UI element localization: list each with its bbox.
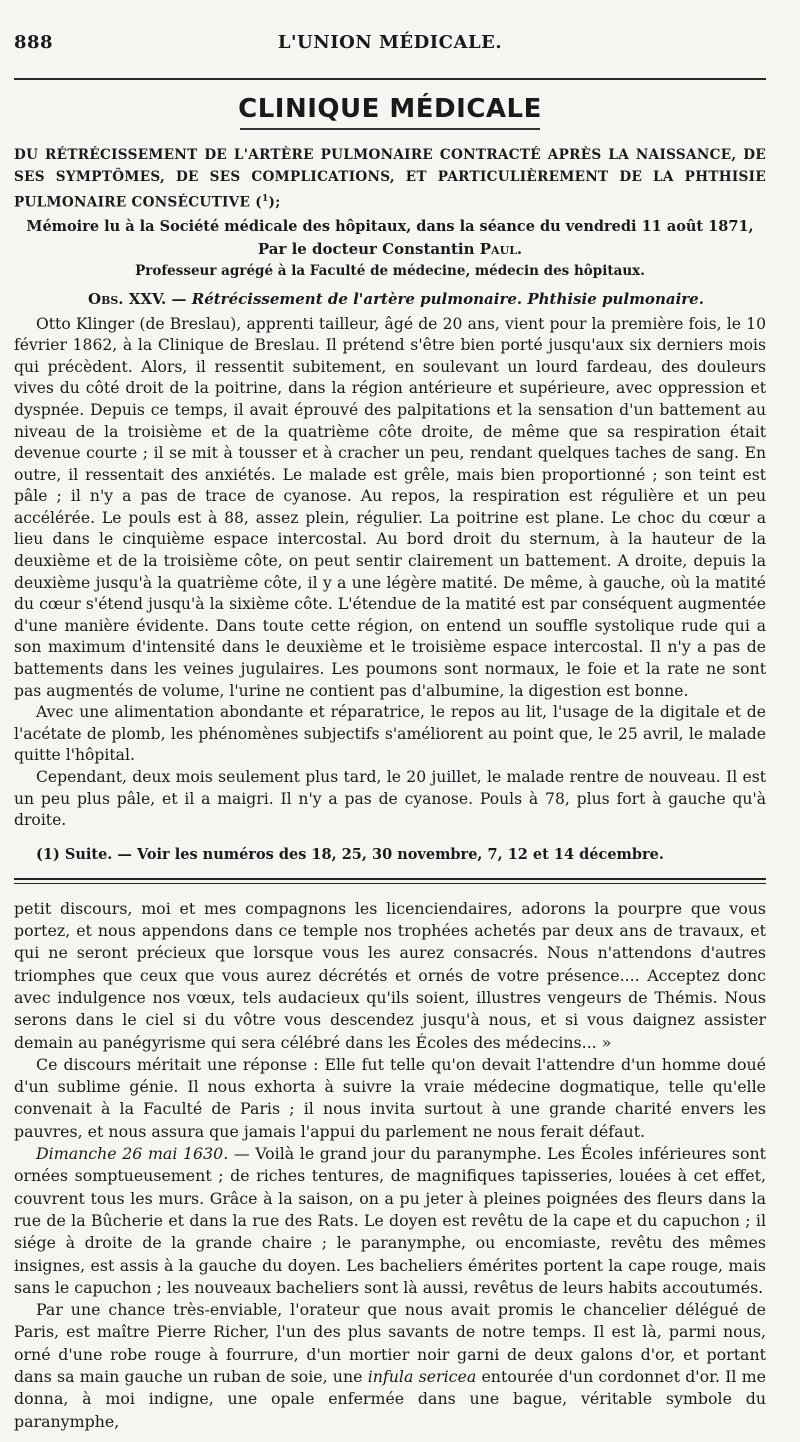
feuilleton-paragraph: Ce discours méritait une réponse : Elle fut telle qu'on devait l'attendre d'un homme doué d'un sublime génie. Il nous exhorta à suivre la vraie médecine dogmatique, telle qu'elle convenait à la Faculté de Paris ; il nous invita surtout à une grande charité envers les pauvres, et nous assura que jamais l'appui du parlement ne nous ferait défaut. <box>14 1054 766 1141</box>
feuilleton-paragraph <box>14 1143 766 1299</box>
running-header <box>14 32 766 58</box>
footnote-ref: 1 <box>261 194 269 204</box>
observation-dash: — <box>166 289 192 308</box>
observation-heading <box>14 288 766 310</box>
feuilleton-text: Par une chance très-enviable, l'orateur que nous avait promis le chancelier délégué de Paris, est maître Pierre Richer, l'un des plus savants de notre temps. Il est là, parmi nous, orné d'une robe rouge à fourrure, d'un mortier noir garni de deux galons d'or, et portant dans sa main gauche un ruban de soie, une <box>14 1300 766 1387</box>
memo-line: Mémoire lu à la Société médicale des hôpitaux, dans la séance du vendredi 11 août 1871, <box>26 217 754 235</box>
page-number: 888 <box>14 32 54 53</box>
author-prefix: Par le docteur Constantin <box>257 239 475 258</box>
footnote-label: (1) Suite. <box>36 845 113 863</box>
observation-subject: Rétrécissement de l'artère pulmonaire. Phthisie pulmonaire. <box>191 289 704 308</box>
article-title-end: ; <box>275 194 281 211</box>
observation-label: Obs. XXV. <box>88 289 167 308</box>
section-rule <box>240 128 540 130</box>
affiliation-line: Professeur agrégé à la Faculté de médecine, médecin des hôpitaux. <box>135 262 645 279</box>
author-line <box>14 238 766 260</box>
latin-phrase: infula sericea <box>367 1367 477 1387</box>
author-surname: Paul. <box>479 239 523 258</box>
feuilleton-text: — Voilà le grand jour du paranymphe. Les Écoles inférieures sont ornées somptueusement ; de riches tentures, de magnifiques tapisseries, louées à cet effet, couvrent tous les murs. Grâce à la saison, on a pu jeter à pleines poignées des fleurs dans la rue de la Bûcherie et dans la rue des Rats. Le doyen est revêtu de la cape et du capuchon ; il siége à droite de la grande chaire ; le paranymphe, ou encomiaste, revêtu des mêmes insignes, est assis à la gauche du doyen. Les bacheliers émérites portent la cape rouge, mais sans le capuchon ; les nouveaux bacheliers sont là aussi, revêtus de leurs habits accoutumés. <box>14 1144 766 1297</box>
footnote <box>14 844 766 866</box>
feuilleton-paragraph: petit discours, moi et mes compagnons les licenciendaires, adorons la pourpre que vous portez, et nous appendons dans ce temple nos trophées achetés par deux ans de travaux, et qui ne seront précieux que lorsque vous les aurez consacrés. Nous n'attendons d'autres triomphes que ceux que vous aurez décrétés et ornés de votre présence.... Acceptez donc avec indulgence nos vœux, tels audacieux qu'ils soient, illustres vengeurs de Thémis. Nous serons dans le ciel si du vôtre vous descendez jusqu'à nous, et si vous daignez assister demain au panégyrisme qui sera célébré dans les Écoles des médecins... » <box>14 898 766 1052</box>
feuilleton-text: entourée d'un cordonnet d'or. Il me donna, à moi indigne, une opale enfermée dans une bague, véritable symbole du paranymphe, <box>14 1367 766 1431</box>
section-title: CLINIQUE MÉDICALE <box>238 94 542 124</box>
header-rule <box>14 78 766 80</box>
journal-title: L'UNION MÉDICALE. <box>277 32 503 53</box>
article-paragraph: Avec une alimentation abondante et réparatrice, le repos au lit, l'usage de la digitale et de l'acétate de plomb, les phénomènes subjectifs s'améliorent au point que, le 25 avril, le malade quitte l'hôpital. <box>14 703 766 765</box>
article-paragraph: Otto Klinger (de Breslau), apprenti tailleur, âgé de 20 ans, vient pour la première fois, le 10 février 1862, à la Clinique de Breslau. Il prétend s'être bien porté jusqu'aux six derniers mois qui précèdent. Alors, il ressentit subitement, en soulevant un lourd fardeau, des douleurs vives du côté droit de la poitrine, dans la région antérieure et supérieure, avec oppression et dyspnée. Depuis ce temps, il avait éprouvé des palpitations et la sensation d'un battement au niveau de la troisième et de la quatrième côte droite, de même que sa respiration était devenue courte ; il se mit à tousser et à cracher un peu, rendant quelques taches de sang. En outre, il ressentait des anxiétés. Le malade est grêle, mais bien proportionné ; son teint est pâle ; il n'y a pas de trace de cyanose. Au repos, la respiration est régulière et un peu accélérée. Le pouls est à 88, assez plein, régulier. La poitrine est plane. Le choc du cœur a lieu dans le cinquième espace intercostal. Au bord droit du sternum, à la hauteur de la deuxième et de la troisième côte, on peut sentir clairement un battement. A droite, depuis la deuxième jusqu'à la quatrième côte, il y a une légère matité. De même, à gauche, où la matité du cœur s'étend jusqu'à la sixième côte. L'étendue de la matité est par conséquent augmentée d'une manière évidente. Dans toute cette région, on entend un souffle systolique rude qui a son maximum d'intensité dans le deuxième et le troisième espace intercostal. Il n'y a pas de battements dans les veines jugulaires. Les poumons sont normaux, le foie et la rate ne sont pas augmentés de volume, l'urine ne contient pas d'albumine, la digestion est bonne. <box>14 314 766 700</box>
article-title-text: DU RÉTRÉCISSEMENT DE L'ARTÈRE PULMONAIRE CONTRACTÉ APRÈS LA NAISSANCE, DE SES SYMPTÔMES, DE SES COMPLICATIONS, ET PARTICULIÈREMENT DE LA PHTHISIE PULMONAIRE CONSÉCUTIVE <box>14 147 766 211</box>
article-paragraph: Cependant, deux mois seulement plus tard, le 20 juillet, le malade rentre de nouveau. Il est un peu plus pâle, et il a maigri. Il n'y a pas de cyanose. Pouls à 78, plus fort à gauche qu'à droite. <box>14 768 766 830</box>
feuilleton-separator <box>14 878 766 884</box>
footnote-text: — Voir les numéros des 18, 25, 30 novembre, 7, 12 et 14 décembre. <box>112 845 664 863</box>
article-title: DU RÉTRÉCISSEMENT DE L'ARTÈRE PULMONAIRE CONTRACTÉ APRÈS LA NAISSANCE, DE SES SYMPTÔMES, DE SES COMPLICATIONS, ET PARTICULIÈREMENT DE LA PHTHISIE PULMONAIRE CONSÉCUTIVE ($^1$); <box>14 147 766 211</box>
feuilleton-date: Dimanche 26 mai 1630. <box>36 1144 229 1164</box>
feuilleton-paragraph <box>14 1299 766 1433</box>
